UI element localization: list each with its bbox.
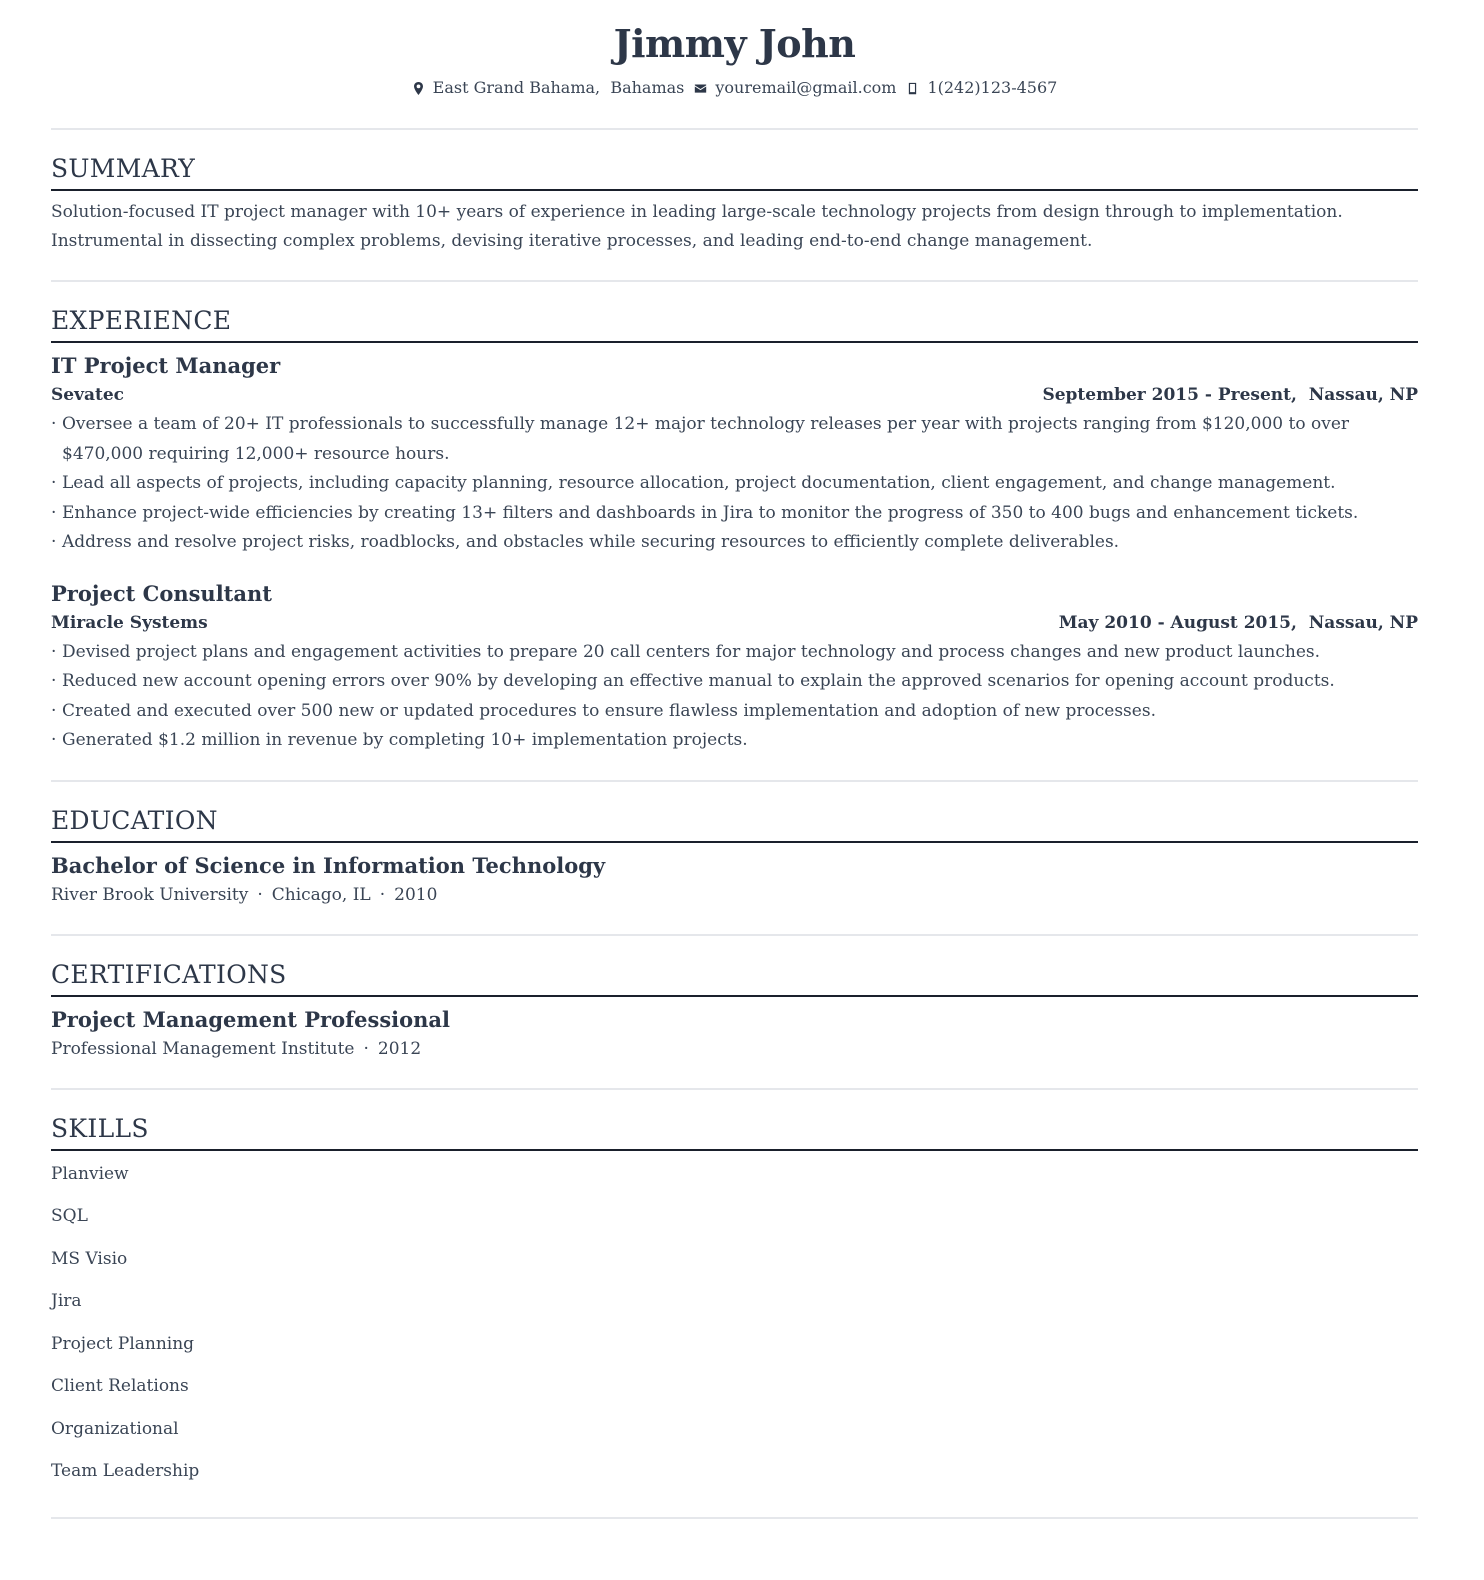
- experience-section: [51, 282, 1418, 780]
- job-dates-location: May 2010 - August 2015, Nassau, NP: [1058, 612, 1418, 633]
- candidate-name: Jimmy John: [613, 21, 856, 66]
- company-name: Sevatec: [51, 385, 125, 405]
- bullet-item: · Enhance project-wide efficiencies by creating 13+ filters and dashboards in Jira to monitor the progress of 350 to 400 bugs and enhancement tickets.: [51, 499, 1418, 529]
- education-meta: [51, 880, 1418, 910]
- school-location: Chicago, IL: [271, 884, 371, 905]
- skill-item: Jira: [51, 1291, 82, 1311]
- certifications-section: [51, 936, 1418, 1088]
- school-name: River Brook University: [51, 884, 249, 905]
- bullet-item: · Generated $1.2 million in revenue by completing 10+ implementation projects.: [51, 726, 1418, 756]
- divider: [51, 1517, 1418, 1519]
- certification-name: Project Management Professional: [51, 1006, 450, 1032]
- contact-email[interactable]: [694, 76, 896, 100]
- skill-item: Client Relations: [51, 1376, 189, 1396]
- job-entry: [51, 352, 1418, 558]
- job-dates-location: September 2015 - Present, Nassau, NP: [1042, 385, 1418, 405]
- job-meta: [51, 610, 1418, 636]
- skills-list: [51, 1153, 1418, 1493]
- section-title: EDUCATION: [51, 804, 1418, 843]
- section-title: SKILLS: [51, 1112, 1418, 1151]
- section-title: CERTIFICATIONS: [51, 958, 1418, 997]
- section-title: EXPERIENCE: [51, 304, 1418, 343]
- contact-phone: [906, 76, 1057, 100]
- job-bullets: [51, 410, 1418, 558]
- bullet-item: · Reduced new account opening errors over 90% by developing an effective manual to explain the approved scenarios for opening account products.: [51, 667, 1418, 697]
- contact-info: [51, 76, 1418, 100]
- skill-item: Team Leadership: [51, 1461, 200, 1481]
- company-name: Miracle Systems: [51, 612, 208, 633]
- skill-item: MS Visio: [51, 1248, 128, 1269]
- job-title: IT Project Manager: [51, 353, 281, 378]
- resume-header: [51, 0, 1418, 100]
- summary-section: [51, 130, 1418, 280]
- skill-item: Organizational: [51, 1418, 179, 1439]
- section-title: SUMMARY: [51, 152, 1418, 191]
- certification-meta: [51, 1034, 1418, 1064]
- job-bullets: [51, 638, 1418, 756]
- graduation-year: 2010: [394, 884, 438, 905]
- separator: ·: [363, 1038, 369, 1059]
- degree-title: Bachelor of Science in Information Technology: [51, 852, 606, 878]
- mobile-phone-icon: [906, 82, 919, 95]
- certification-issuer: Professional Management Institute: [51, 1038, 355, 1059]
- email-text[interactable]: youremail@gmail.com: [715, 78, 897, 97]
- job-title: Project Consultant: [51, 580, 272, 606]
- skill-item: SQL: [51, 1206, 88, 1226]
- certification-year: 2012: [377, 1038, 422, 1059]
- skill-item: Project Planning: [51, 1333, 195, 1354]
- summary-text: Solution-focused IT project manager with 10+ years of experience in leading large-scale technology projects from design through to implementation. Instrumental in dissecting complex problems, devising iterative processes, and leading end-to-end change management.: [51, 202, 1343, 251]
- contact-location: [412, 76, 685, 100]
- job-entry: [51, 580, 1418, 756]
- location-text: East Grand Bahama, Bahamas: [432, 78, 685, 97]
- resume-page: [51, 0, 1418, 1519]
- phone-text: 1(242)123-4567: [927, 78, 1058, 97]
- bullet-item: · Created and executed over 500 new or updated procedures to ensure flawless implementation and adoption of new processes.: [51, 697, 1418, 727]
- bullet-item: · Lead all aspects of projects, including capacity planning, resource allocation, project documentation, client engagement, and change management.: [51, 469, 1418, 499]
- bullet-item: · Address and resolve project risks, roadblocks, and obstacles while securing resources to efficiently complete deliverables.: [51, 528, 1418, 558]
- map-pin-icon: [412, 82, 425, 95]
- bullet-item: · Oversee a team of 20+ IT professionals to successfully manage 12+ major technology releases per year with projects ranging from $120,000 to over $470,000 requiring 12,000+ resource hours.: [51, 410, 1418, 469]
- education-section: [51, 782, 1418, 934]
- separator: ·: [379, 884, 386, 905]
- skill-item: Planview: [51, 1163, 129, 1184]
- job-meta: [51, 382, 1418, 408]
- separator: ·: [257, 884, 263, 905]
- skills-section: [51, 1090, 1418, 1517]
- bullet-item: · Devised project plans and engagement activities to prepare 20 call centers for major technology and process changes and new product launches.: [51, 638, 1418, 668]
- envelope-icon: [694, 82, 707, 95]
